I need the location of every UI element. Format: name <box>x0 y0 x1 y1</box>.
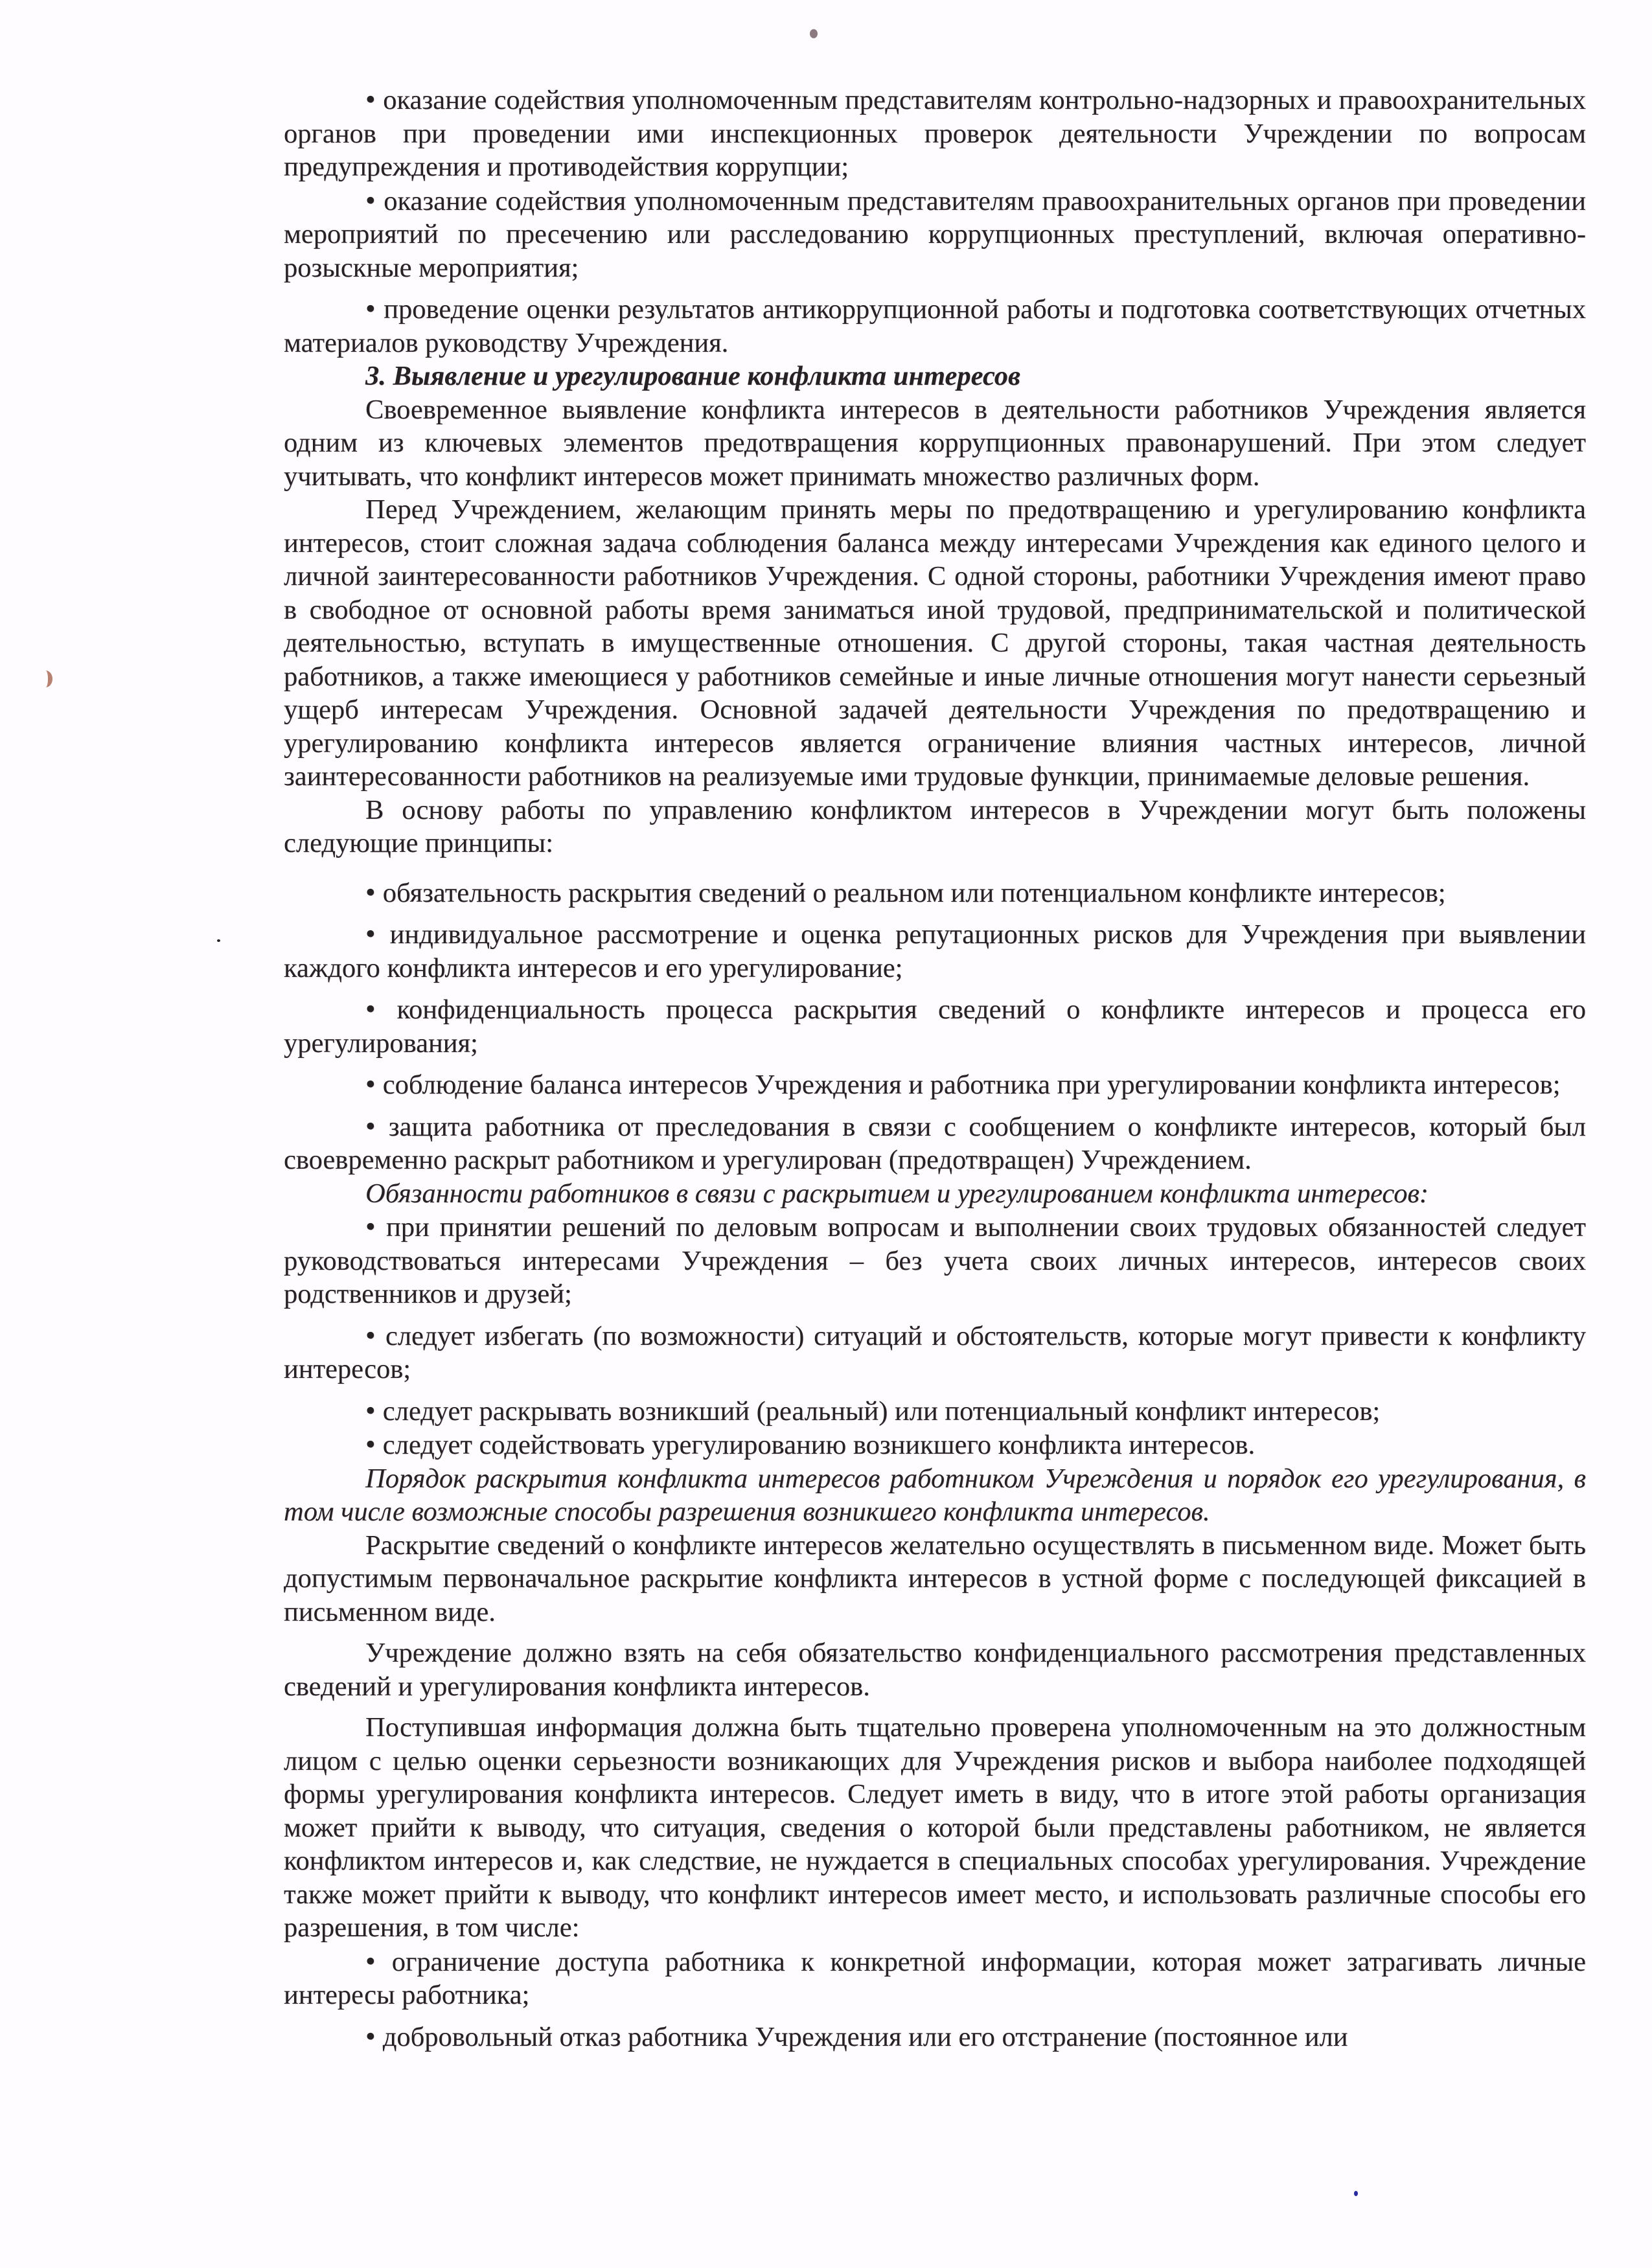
scan-speck <box>810 29 818 38</box>
bullet-item: • обязательность раскрытия сведений о реальном или потенциальном конфликте интересов; <box>284 876 1586 910</box>
bullet-item: • следует раскрывать возникший (реальный) или потенциальный конфликт интересов; <box>284 1394 1586 1428</box>
scan-mark <box>39 670 52 687</box>
bullet-item: • добровольный отказ работника Учреждения или его отстранение (постоянное или <box>284 2020 1586 2054</box>
bullet-item: • индивидуальное рассмотрение и оценка репутационных рисков для Учреждения при выявлении каждого конфликта интересов и его урегулирование; <box>284 917 1586 985</box>
paragraph: Поступившая информация должна быть тщательно проверена уполномоченным на это должностным лицом с целью оценки серьезности возникающих для Учреждения рисков и выбора наиболее подходящей формы урегулирования конфликта интересов. Следует иметь в виду, что в итоге этой работы организация может прийти к выводу, что ситуация, сведения о которой были представлены работником, не является конфликтом интересов и, как следствие, не нуждается в специальных способах урегулирования. Учреждение также может прийти к выводу, что конфликт интересов имеет место, и использовать различные способы его разрешения, в том числе: <box>284 1712 1586 1943</box>
paragraph: Своевременное выявление конфликта интересов в деятельности работников Учреждения является одним из ключевых элементов предотвращения коррупционных правонарушений. При этом следует учитывать, что конфликт интересов может принимать множество различных форм. <box>284 394 1586 492</box>
section-heading: 3. Выявление и урегулирование конфликта интересов <box>365 361 1020 391</box>
italic-subheading: Обязанности работников в связи с раскрытием и урегулированием конфликта интересов: <box>365 1178 1429 1209</box>
paragraph: Перед Учреждением, желающим принять меры по предотвращению и урегулированию конфликта интересов, стоит сложная задача соблюдения баланса между интересами Учреждения как единого целого и личной заинтересованности работников Учреждения. С одной стороны, работники Учреждения имеют право в свободное от основной работы время заниматься иной трудовой, предпринимательской и политической деятельностью, вступать в имущественные отношения. С другой стороны, такая частная деятельность работников, а также имеющиеся у работников семейные и иные личные отношения могут нанести серьезный ущерб интересам Учреждения. Основной задачей деятельности Учреждения по предотвращению и урегулированию конфликта интересов является ограничение влияния частных интересов, личной заинтересованности работников на реализуемые ими трудовые функции, принимаемые деловые решения. <box>284 494 1586 792</box>
bullet-item: • проведение оценки результатов антикоррупционной работы и подготовка соответствующих отчетных материалов руководству Учреждения. <box>284 292 1586 360</box>
bullet-item: • следует избегать (по возможности) ситуаций и обстоятельств, которые могут привести к конфликту интересов; <box>284 1319 1586 1386</box>
bullet-item: • ограничение доступа работника к конкретной информации, которая может затрагивать личные интересы работника; <box>284 1945 1586 2012</box>
document-page <box>284 83 1586 2054</box>
bullet-item: • оказание содействия уполномоченным представителям правоохранительных органов при проведении мероприятий по пресечению или расследованию коррупционных преступлений, включая оперативно-розыскные мероприятия; <box>284 184 1586 285</box>
italic-subheading: Порядок раскрытия конфликта интересов работником Учреждения и порядок его урегулирования, в том числе возможные способы разрешения возникшего конфликта интересов. <box>284 1463 1586 1527</box>
bullet-item: • конфиденциальность процесса раскрытия сведений о конфликте интересов и процесса его урегулирования; <box>284 992 1586 1060</box>
bullet-item: • защита работника от преследования в связи с сообщением о конфликте интересов, который был своевременно раскрыт работником и урегулирован (предотвращен) Учреждением. <box>284 1110 1586 1177</box>
bullet-item: • следует содействовать урегулированию возникшего конфликта интересов. <box>284 1428 1586 1462</box>
paragraph: Учреждение должно взять на себя обязательство конфиденциального рассмотрения представленных сведений и урегулирования конфликта интересов. <box>284 1638 1586 1702</box>
bullet-item: • оказание содействия уполномоченным представителям контрольно-надзорных и правоохранительных органов при проведении ими инспекционных проверок деятельности Учреждении по вопросам предупреждения и противодействия коррупции; <box>284 83 1586 184</box>
bullet-item: • при принятии решений по деловым вопросам и выполнении своих трудовых обязанностей следует руководствоваться интересами Учреждения – без учета своих личных интересов, интересов своих родственников и друзей; <box>284 1210 1586 1311</box>
paragraph: В основу работы по управлению конфликтом интересов в Учреждении могут быть положены следующие принципы: <box>284 794 1586 858</box>
paragraph: Раскрытие сведений о конфликте интересов желательно осуществлять в письменном виде. Может быть допустимым первоначальное раскрытие конфликта интересов в устной форме с последующей фиксацией в письменном виде. <box>284 1529 1586 1627</box>
bullet-item: • соблюдение баланса интересов Учреждения и работника при урегулировании конфликта интересов; <box>284 1068 1586 1102</box>
scan-speck <box>217 939 220 942</box>
scan-speck <box>1354 2191 1358 2196</box>
